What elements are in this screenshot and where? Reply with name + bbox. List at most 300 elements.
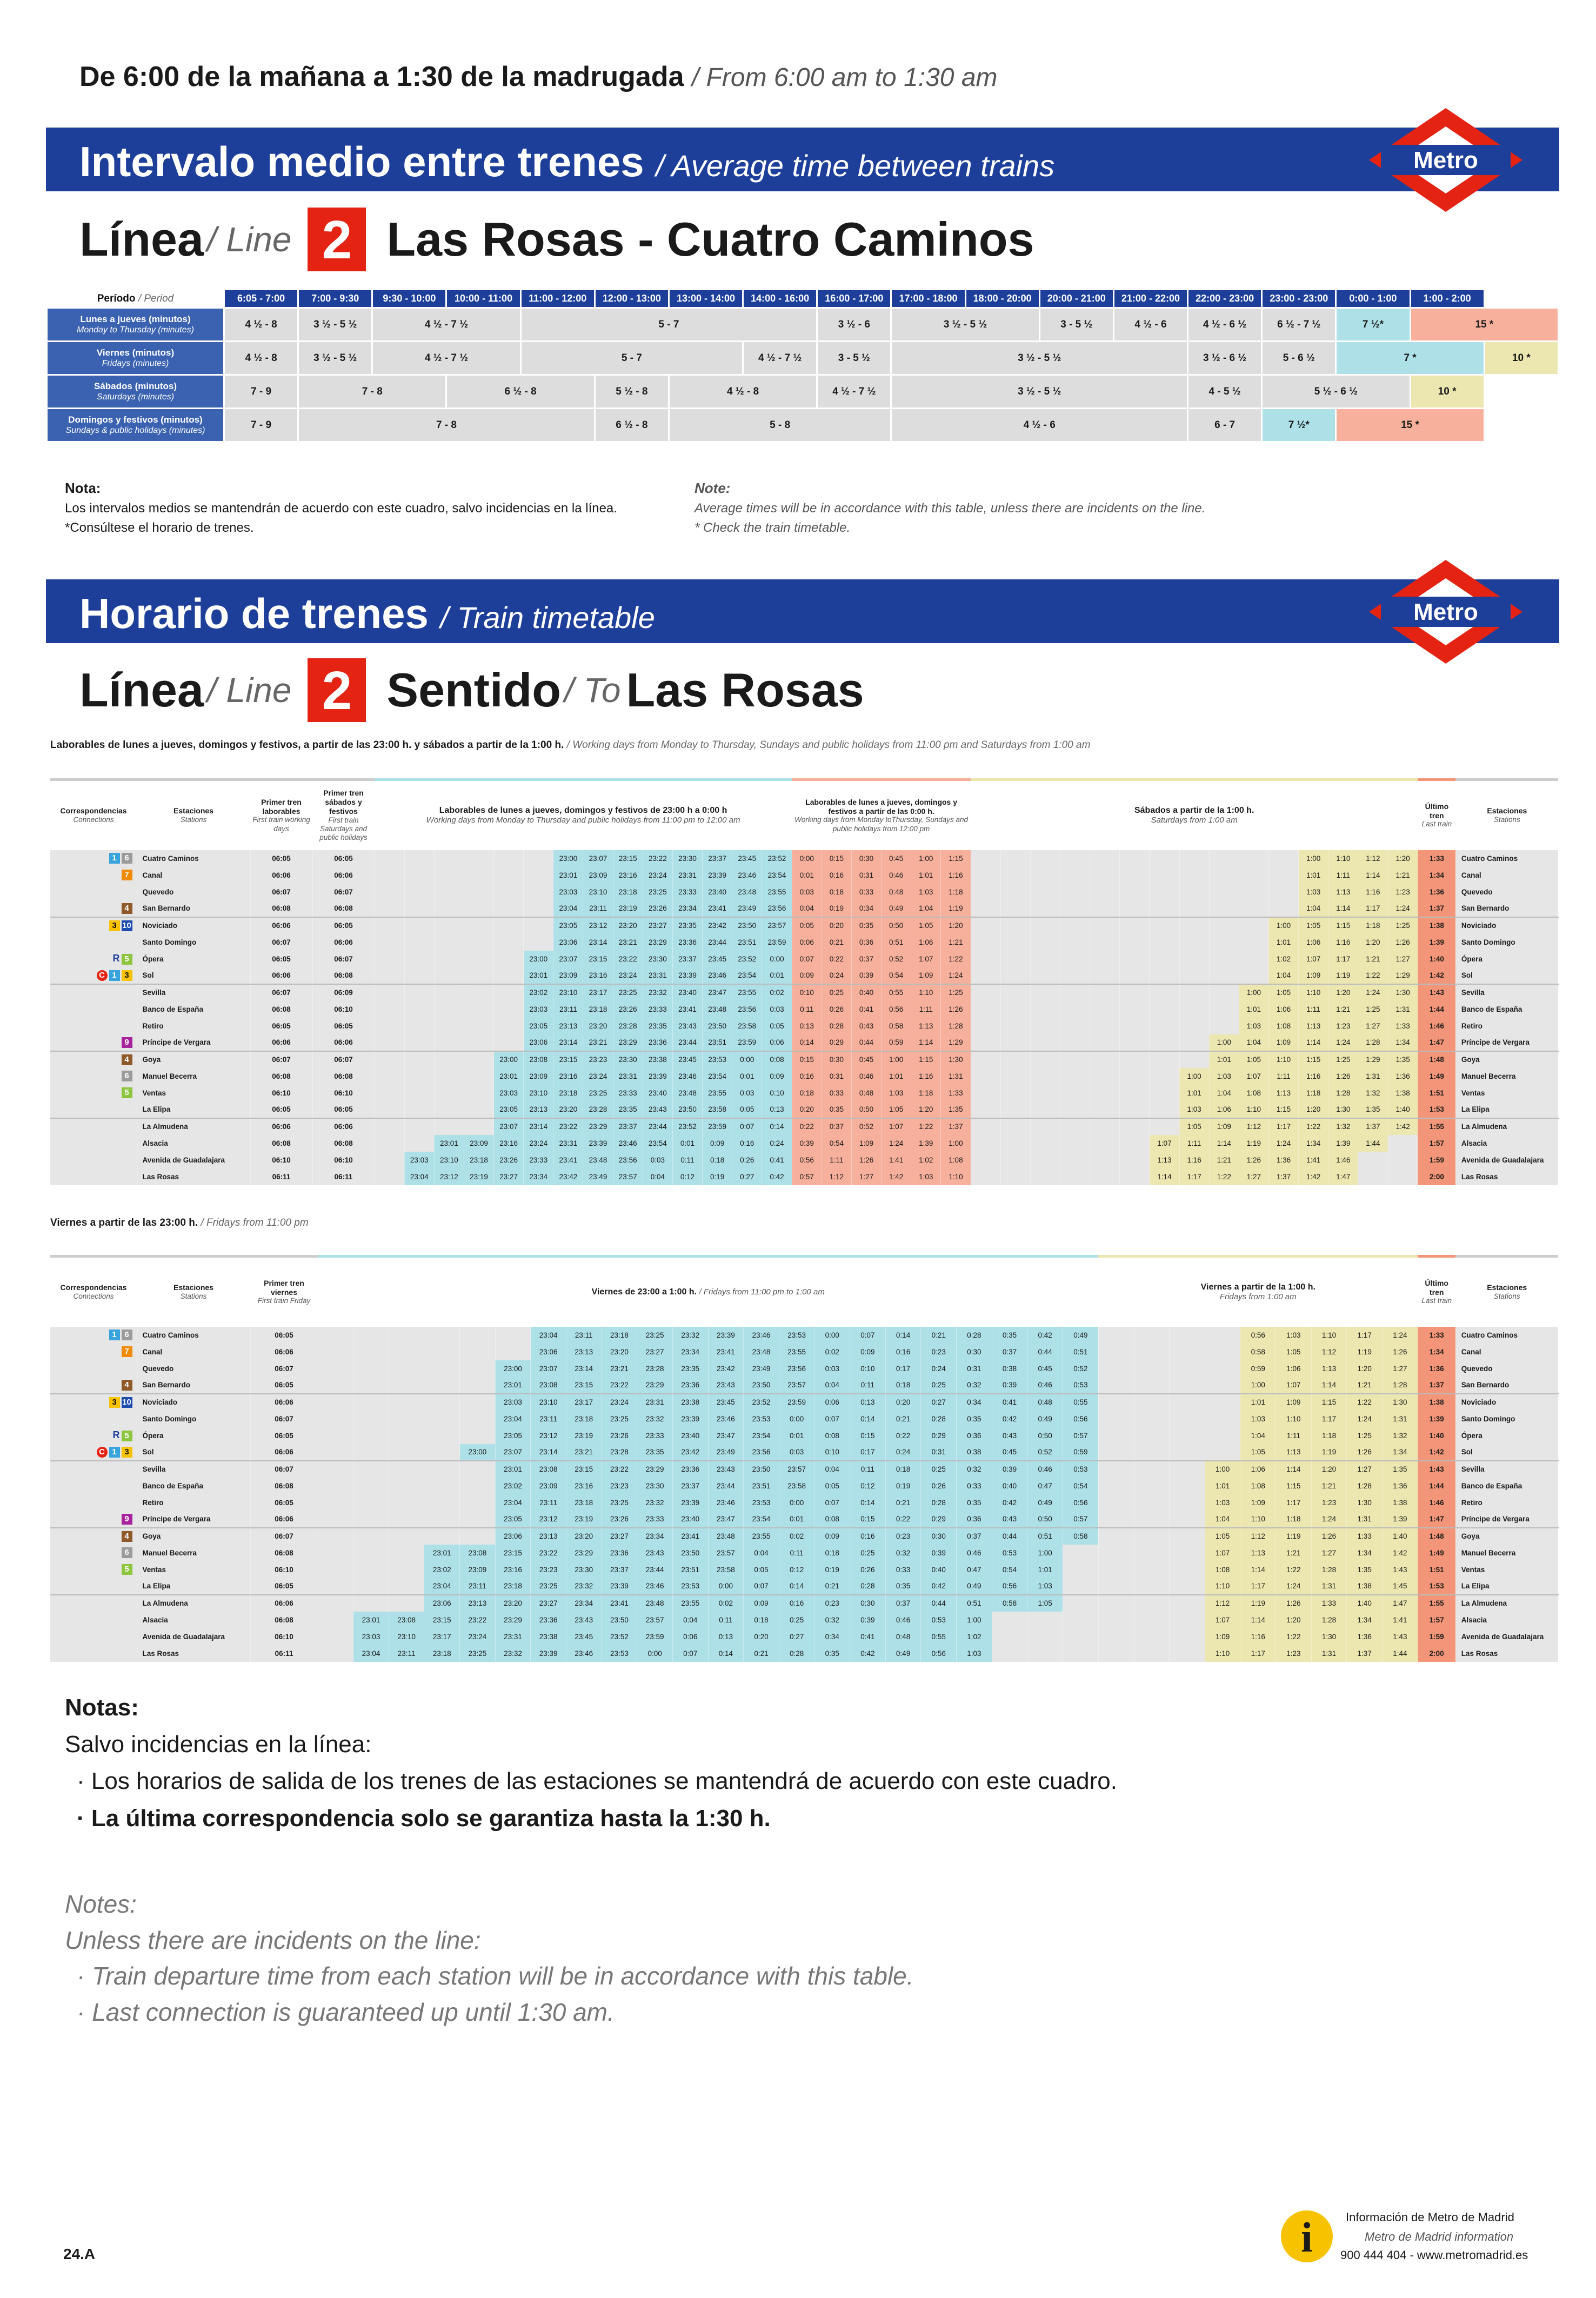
departure-time bbox=[404, 934, 434, 951]
interval-period-header: 17:00 - 18:00 bbox=[891, 290, 965, 308]
departure-time bbox=[1030, 951, 1060, 967]
departure-time bbox=[1060, 1085, 1090, 1101]
departure-time: 1:19 bbox=[1240, 1595, 1276, 1612]
departure-time: 23:04 bbox=[553, 900, 583, 917]
departure-time: 23:18 bbox=[495, 1578, 531, 1595]
departure-time: 0:03 bbox=[814, 1360, 850, 1377]
departure-time: 1:26 bbox=[1388, 934, 1418, 951]
timetable-row bbox=[50, 1628, 1558, 1645]
departure-time bbox=[1209, 984, 1239, 1001]
departure-time bbox=[1205, 1344, 1240, 1360]
departure-time: 0:34 bbox=[851, 900, 881, 917]
departure-time bbox=[1209, 967, 1239, 984]
departure-time: 23:58 bbox=[779, 1478, 814, 1494]
departure-time: 23:29 bbox=[637, 1377, 673, 1394]
contact-link[interactable]: 900 444 404 - www.metromadrid.es bbox=[1340, 2248, 1528, 2262]
departure-time: 23:46 bbox=[732, 867, 762, 884]
station-connections bbox=[50, 1051, 137, 1068]
departure-time: 1:45 bbox=[1383, 1578, 1418, 1595]
departure-time: 23:44 bbox=[703, 934, 732, 951]
interval-cell: 4 ½ - 8 bbox=[224, 308, 298, 342]
interval-cell: 4 ½ - 7 ½ bbox=[372, 308, 520, 342]
station-name: Banco de España bbox=[137, 1001, 250, 1018]
departure-time: 1:12 bbox=[1311, 1344, 1347, 1360]
departure-time: 1:39 bbox=[1383, 1511, 1418, 1528]
departure-time: 0:44 bbox=[992, 1528, 1027, 1545]
departure-time: 23:26 bbox=[602, 1511, 637, 1528]
departure-time: 0:19 bbox=[703, 1168, 732, 1185]
interval-period-header: 18:00 - 20:00 bbox=[965, 290, 1039, 308]
departure-time: 1:42 bbox=[1388, 1118, 1418, 1135]
station-name: Santo Domingo bbox=[1455, 934, 1558, 951]
departure-time: 23:59 bbox=[637, 1628, 673, 1645]
departure-time bbox=[424, 1478, 460, 1494]
departure-time: 1:08 bbox=[1239, 1085, 1268, 1101]
station-name: Sol bbox=[1455, 967, 1558, 984]
first-train-weekday: 06:10 bbox=[250, 1152, 312, 1168]
departure-time: 1:05 bbox=[1179, 1118, 1209, 1135]
last-train-time: 1:36 bbox=[1418, 884, 1455, 900]
departure-time: 23:41 bbox=[602, 1595, 637, 1612]
departure-time: 23:40 bbox=[672, 1427, 708, 1444]
departure-time: 1:28 bbox=[941, 1018, 971, 1034]
departure-time: 0:12 bbox=[672, 1168, 702, 1185]
station-connections bbox=[50, 1001, 137, 1018]
departure-time: 1:19 bbox=[1239, 1135, 1268, 1152]
departure-time bbox=[464, 884, 493, 900]
departure-time: 23:54 bbox=[643, 1135, 672, 1152]
departure-time bbox=[318, 1528, 353, 1545]
departure-time: 23:09 bbox=[524, 1068, 553, 1085]
departure-time: 23:21 bbox=[566, 1444, 602, 1461]
departure-time: 23:27 bbox=[494, 1168, 524, 1185]
departure-time: 1:31 bbox=[1311, 1645, 1347, 1662]
departure-time: 23:09 bbox=[583, 867, 613, 884]
departure-time: 1:06 bbox=[1209, 1101, 1239, 1118]
departure-time: 0:56 bbox=[1240, 1327, 1276, 1344]
departure-time: 1:33 bbox=[941, 1085, 971, 1101]
departure-time bbox=[971, 1085, 1000, 1101]
departure-time: 23:55 bbox=[762, 884, 792, 900]
departure-time: 1:30 bbox=[1311, 1628, 1347, 1645]
departure-time: 0:18 bbox=[744, 1612, 779, 1628]
departure-time: 0:01 bbox=[779, 1511, 814, 1528]
departure-time bbox=[1150, 984, 1179, 1001]
departure-time: 1:01 bbox=[1240, 1394, 1276, 1411]
departure-time: 0:24 bbox=[921, 1360, 957, 1377]
departure-time: 23:04 bbox=[353, 1645, 389, 1662]
departure-time: 1:09 bbox=[911, 967, 941, 984]
first-train-weekday: 06:07 bbox=[250, 1051, 312, 1068]
line-2-badge: 2 bbox=[308, 658, 366, 722]
departure-time: 1:34 bbox=[1299, 1135, 1328, 1152]
departure-time bbox=[1027, 1645, 1063, 1662]
departure-time: 23:37 bbox=[602, 1561, 637, 1578]
station-name: Santo Domingo bbox=[1455, 1411, 1558, 1427]
departure-time bbox=[1090, 934, 1120, 951]
departure-time: 0:22 bbox=[885, 1511, 921, 1528]
departure-time: 1:20 bbox=[941, 917, 971, 934]
departure-time bbox=[318, 1394, 353, 1411]
departure-time: 23:06 bbox=[531, 1344, 566, 1360]
departure-time: 23:47 bbox=[703, 984, 732, 1001]
departure-time: 0:21 bbox=[814, 1578, 850, 1595]
departure-time: 1:24 bbox=[1358, 984, 1388, 1001]
departure-time: 0:15 bbox=[822, 850, 851, 867]
line-4-icon: 4 bbox=[122, 1054, 132, 1065]
departure-time bbox=[318, 1444, 353, 1461]
interval-cell: 6 ½ - 7 ½ bbox=[1262, 308, 1336, 342]
departure-time: 0:22 bbox=[885, 1427, 921, 1444]
interval-cell: 7 - 9 bbox=[224, 409, 298, 442]
departure-time bbox=[1120, 1152, 1150, 1168]
cercanias-icon: C bbox=[97, 1447, 108, 1458]
departure-time: 23:50 bbox=[744, 1377, 779, 1394]
departure-time: 1:15 bbox=[1299, 1051, 1328, 1068]
station-name: Noviciado bbox=[1455, 917, 1558, 934]
interval-cell: 3 ½ - 5 ½ bbox=[891, 375, 1188, 409]
departure-time: 0:01 bbox=[792, 867, 822, 884]
departure-time: 0:41 bbox=[992, 1394, 1027, 1411]
departure-time bbox=[464, 917, 493, 934]
departure-time: 1:24 bbox=[1328, 1034, 1358, 1051]
departure-time bbox=[434, 984, 464, 1001]
departure-time: 1:24 bbox=[941, 967, 971, 984]
departure-time: 23:43 bbox=[708, 1377, 744, 1394]
departure-time: 23:14 bbox=[566, 1360, 602, 1377]
departure-time bbox=[1098, 1461, 1134, 1478]
departure-time: 1:14 bbox=[911, 1034, 941, 1051]
departure-time bbox=[1060, 1101, 1090, 1118]
interval-period-header: 23:00 - 23:00 bbox=[1262, 290, 1336, 308]
departure-time: 0:25 bbox=[850, 1545, 886, 1561]
departure-time: 0:54 bbox=[822, 1135, 851, 1152]
line-6-icon: 6 bbox=[122, 1071, 132, 1081]
departure-time: 1:16 bbox=[911, 1068, 941, 1085]
departure-time bbox=[524, 934, 553, 951]
line-3-icon: 3 bbox=[122, 1447, 132, 1458]
departure-time bbox=[1090, 850, 1120, 867]
departure-time: 0:39 bbox=[850, 1612, 886, 1628]
departure-time bbox=[1098, 1645, 1134, 1662]
interval-note-en: Note: Average times will be in accordance with this table, unless there are incidents on the line. * Check the train timetable. bbox=[695, 480, 1206, 535]
departure-time bbox=[1179, 900, 1209, 917]
departure-time: 23:48 bbox=[732, 884, 762, 900]
departure-time: 1:01 bbox=[1209, 1051, 1239, 1068]
first-train-weekday: 06:08 bbox=[250, 1001, 312, 1018]
interval-period-header: 12:00 - 13:00 bbox=[595, 290, 669, 308]
departure-time bbox=[353, 1427, 389, 1444]
departure-time: 23:53 bbox=[744, 1494, 779, 1511]
departure-time bbox=[971, 1152, 1000, 1168]
departure-time bbox=[464, 984, 493, 1001]
station-name: Canal bbox=[1455, 867, 1558, 884]
departure-time bbox=[971, 1018, 1000, 1034]
departure-time bbox=[992, 1612, 1027, 1628]
departure-time bbox=[404, 951, 434, 967]
departure-time: 1:34 bbox=[1383, 1444, 1418, 1461]
departure-time: 23:29 bbox=[643, 934, 672, 951]
interval-cell: 3 - 5 ½ bbox=[817, 342, 891, 375]
departure-time bbox=[1030, 1101, 1060, 1118]
departure-time: 23:05 bbox=[553, 917, 583, 934]
departure-time: 23:15 bbox=[613, 850, 643, 867]
departure-time: 1:39 bbox=[911, 1135, 941, 1152]
departure-time: 1:33 bbox=[1388, 1018, 1418, 1034]
departure-time bbox=[389, 1595, 424, 1612]
departure-time bbox=[1000, 1168, 1030, 1185]
departure-time: 23:25 bbox=[602, 1411, 637, 1427]
departure-time bbox=[1063, 1595, 1098, 1612]
departure-time: 23:31 bbox=[613, 1068, 643, 1085]
departure-time: 23:33 bbox=[643, 1001, 672, 1018]
departure-time: 23:05 bbox=[495, 1511, 531, 1528]
departure-time: 23:28 bbox=[613, 1018, 643, 1034]
last-train-time: 1:47 bbox=[1418, 1034, 1455, 1051]
departure-time bbox=[1205, 1411, 1240, 1427]
departure-time: 0:54 bbox=[992, 1561, 1027, 1578]
departure-time bbox=[971, 917, 1000, 934]
last-train-time: 1:43 bbox=[1418, 1461, 1455, 1478]
departure-time: 0:35 bbox=[814, 1645, 850, 1662]
departure-time: 0:36 bbox=[957, 1511, 992, 1528]
departure-time bbox=[1239, 934, 1268, 951]
departure-time bbox=[1098, 1595, 1134, 1612]
departure-time: 1:36 bbox=[1347, 1628, 1383, 1645]
departure-time: 1:29 bbox=[1388, 967, 1418, 984]
departure-time bbox=[318, 1344, 353, 1360]
first-train-friday: 06:08 bbox=[250, 1478, 318, 1494]
departure-time: 1:10 bbox=[1240, 1511, 1276, 1528]
departure-time: 23:02 bbox=[495, 1478, 531, 1494]
departure-time bbox=[460, 1360, 496, 1377]
departure-time: 23:53 bbox=[779, 1327, 814, 1344]
departure-time bbox=[1060, 884, 1090, 900]
departure-time: 1:11 bbox=[1328, 867, 1358, 884]
departure-time bbox=[494, 1018, 524, 1034]
departure-time: 23:16 bbox=[495, 1561, 531, 1578]
departure-time: 1:18 bbox=[1311, 1427, 1347, 1444]
departure-time: 23:33 bbox=[672, 884, 702, 900]
departure-time bbox=[1060, 1018, 1090, 1034]
interval-period-header: 16:00 - 17:00 bbox=[817, 290, 891, 308]
departure-time: 23:51 bbox=[672, 1561, 708, 1578]
departure-time: 23:25 bbox=[602, 1494, 637, 1511]
departure-time: 0:46 bbox=[1027, 1461, 1063, 1478]
departure-time: 1:00 bbox=[1209, 1034, 1239, 1051]
departure-time: 1:25 bbox=[1388, 917, 1418, 934]
departure-time bbox=[1150, 934, 1179, 951]
departure-time: 1:46 bbox=[1328, 1152, 1358, 1168]
departure-time bbox=[353, 1360, 389, 1377]
departure-time: 1:21 bbox=[1328, 1001, 1358, 1018]
departure-time: 23:57 bbox=[779, 1377, 814, 1394]
interval-cell: 4 ½ - 8 bbox=[224, 342, 298, 375]
station-name: Goya bbox=[1455, 1051, 1558, 1068]
station-name: Noviciado bbox=[137, 1394, 250, 1411]
timetable-row bbox=[50, 1528, 1558, 1545]
interval-cell: 6 ½ - 8 bbox=[446, 375, 595, 409]
departure-time: 23:10 bbox=[434, 1152, 464, 1168]
last-train-time: 1:57 bbox=[1418, 1612, 1455, 1628]
departure-time: 0:55 bbox=[921, 1628, 957, 1645]
departure-time: 1:08 bbox=[941, 1152, 971, 1168]
departure-time: 23:00 bbox=[494, 1051, 524, 1068]
departure-time: 1:00 bbox=[911, 850, 941, 867]
station-connections bbox=[50, 967, 137, 984]
departure-time: 1:15 bbox=[1276, 1478, 1312, 1494]
departure-time: 1:42 bbox=[1299, 1168, 1328, 1185]
departure-time: 23:20 bbox=[583, 1018, 613, 1034]
departure-time: 0:20 bbox=[792, 1101, 822, 1118]
departure-time bbox=[424, 1461, 460, 1478]
departure-time bbox=[375, 1118, 404, 1135]
departure-time: 0:45 bbox=[882, 850, 911, 867]
departure-time bbox=[494, 867, 524, 884]
departure-time bbox=[1098, 1511, 1134, 1528]
departure-time: 23:56 bbox=[613, 1152, 643, 1168]
departure-time: 0:07 bbox=[814, 1411, 850, 1427]
station-name: Retiro bbox=[1455, 1018, 1558, 1034]
departure-time: 23:07 bbox=[553, 951, 583, 967]
departure-time: 23:39 bbox=[583, 1135, 613, 1152]
departure-time: 0:21 bbox=[822, 934, 851, 951]
departure-time bbox=[460, 1461, 496, 1478]
info-icon: i bbox=[1281, 2210, 1333, 2262]
departure-time bbox=[494, 984, 524, 1001]
departure-time: 23:04 bbox=[404, 1168, 434, 1185]
departure-time bbox=[1134, 1377, 1170, 1394]
departure-time bbox=[353, 1444, 389, 1461]
departure-time bbox=[1090, 967, 1120, 984]
departure-time: 23:03 bbox=[404, 1152, 434, 1168]
departure-time bbox=[1090, 1152, 1120, 1168]
departure-time: 1:28 bbox=[1311, 1612, 1347, 1628]
departure-time: 0:20 bbox=[744, 1628, 779, 1645]
departure-time: 1:33 bbox=[1311, 1595, 1347, 1612]
first-train-weekend: 06:06 bbox=[312, 934, 375, 951]
departure-time bbox=[1060, 900, 1090, 917]
departure-time: 23:35 bbox=[613, 1101, 643, 1118]
departure-time bbox=[375, 917, 404, 934]
departure-time: 0:02 bbox=[814, 1344, 850, 1360]
departure-time bbox=[1179, 850, 1209, 867]
departure-time bbox=[464, 900, 493, 917]
last-train-time: 1:46 bbox=[1418, 1494, 1455, 1511]
departure-time: 1:20 bbox=[1311, 1461, 1347, 1478]
departure-time: 0:58 bbox=[1063, 1528, 1098, 1545]
departure-time: 1:35 bbox=[1383, 1461, 1418, 1478]
timetable-row bbox=[50, 1034, 1558, 1051]
departure-time: 0:50 bbox=[882, 917, 911, 934]
departure-time: 23:10 bbox=[553, 984, 583, 1001]
departure-time: 1:20 bbox=[1388, 850, 1418, 867]
station-connections bbox=[50, 1360, 137, 1377]
departure-time bbox=[318, 1561, 353, 1578]
departure-time: 23:48 bbox=[744, 1344, 779, 1360]
station-name: La Elipa bbox=[137, 1101, 250, 1118]
departure-time bbox=[1170, 1511, 1205, 1528]
line-6-icon: 6 bbox=[122, 1330, 132, 1340]
departure-time bbox=[1179, 967, 1209, 984]
departure-time bbox=[1098, 1394, 1134, 1411]
departure-time: 23:20 bbox=[602, 1344, 637, 1360]
departure-time bbox=[1030, 1118, 1060, 1135]
first-train-weekend: 06:05 bbox=[312, 1101, 375, 1118]
departure-time: 1:16 bbox=[1179, 1152, 1209, 1168]
departure-time: 0:39 bbox=[921, 1545, 957, 1561]
departure-time: 23:05 bbox=[494, 1101, 524, 1118]
departure-time bbox=[1098, 1411, 1134, 1427]
departure-time: 0:36 bbox=[851, 934, 881, 951]
departure-time: 0:07 bbox=[814, 1494, 850, 1511]
line-direction-heading: Línea / Line 2 Sentido / To Las Rosas bbox=[79, 658, 864, 722]
departure-time bbox=[1170, 1545, 1205, 1561]
departure-time bbox=[1098, 1578, 1134, 1595]
first-train-weekday: 06:05 bbox=[250, 1101, 312, 1118]
departure-time: 0:13 bbox=[762, 1101, 792, 1118]
departure-time: 1:08 bbox=[1268, 1018, 1298, 1034]
departure-time: 0:37 bbox=[885, 1595, 921, 1612]
departure-time: 0:28 bbox=[850, 1578, 886, 1595]
departure-time: 1:22 bbox=[1358, 967, 1388, 984]
station-name: Alsacia bbox=[1455, 1135, 1558, 1152]
station-name: Sol bbox=[137, 1444, 250, 1461]
departure-time: 0:00 bbox=[779, 1411, 814, 1427]
departure-time: 1:35 bbox=[1347, 1561, 1383, 1578]
timetable-row bbox=[50, 900, 1558, 917]
departure-time: 1:01 bbox=[882, 1068, 911, 1085]
departure-time bbox=[1120, 1135, 1150, 1152]
departure-time bbox=[1170, 1377, 1205, 1394]
departure-time: 0:37 bbox=[992, 1344, 1027, 1360]
first-train-weekday: 06:06 bbox=[250, 1034, 312, 1051]
departure-time: 23:36 bbox=[531, 1612, 566, 1628]
departure-time bbox=[389, 1528, 424, 1545]
interval-row bbox=[47, 409, 1559, 442]
line-10-icon: 10 bbox=[122, 920, 131, 930]
departure-time: 0:44 bbox=[921, 1595, 957, 1612]
departure-time bbox=[464, 1085, 493, 1101]
departure-time bbox=[460, 1528, 496, 1545]
departure-time bbox=[1120, 1001, 1150, 1018]
departure-time: 1:05 bbox=[1299, 917, 1328, 934]
departure-time: 23:37 bbox=[703, 850, 732, 867]
departure-time bbox=[318, 1411, 353, 1427]
departure-time: 0:48 bbox=[882, 884, 911, 900]
departure-time: 23:31 bbox=[643, 967, 672, 984]
departure-time: 1:17 bbox=[1268, 1118, 1298, 1135]
departure-time: 0:39 bbox=[992, 1377, 1027, 1394]
departure-time bbox=[464, 867, 493, 884]
first-train-friday: 06:07 bbox=[250, 1360, 318, 1377]
departure-time: 23:59 bbox=[779, 1394, 814, 1411]
departure-time: 23:22 bbox=[460, 1612, 496, 1628]
departure-time: 0:46 bbox=[1027, 1377, 1063, 1394]
departure-time: 23:14 bbox=[524, 1118, 553, 1135]
departure-time: 0:08 bbox=[814, 1511, 850, 1528]
departure-time bbox=[1209, 934, 1239, 951]
departure-time: 23:08 bbox=[524, 1051, 553, 1068]
interval-cell: 15 * bbox=[1410, 308, 1559, 342]
departure-time bbox=[318, 1461, 353, 1478]
departure-time: 0:58 bbox=[1240, 1344, 1276, 1360]
departure-time: 23:11 bbox=[460, 1578, 496, 1595]
station-name: Príncipe de Vergara bbox=[1455, 1511, 1558, 1528]
departure-time: 1:21 bbox=[1276, 1545, 1312, 1561]
station-name: Sevilla bbox=[137, 1461, 250, 1478]
departure-time: 23:10 bbox=[583, 884, 613, 900]
